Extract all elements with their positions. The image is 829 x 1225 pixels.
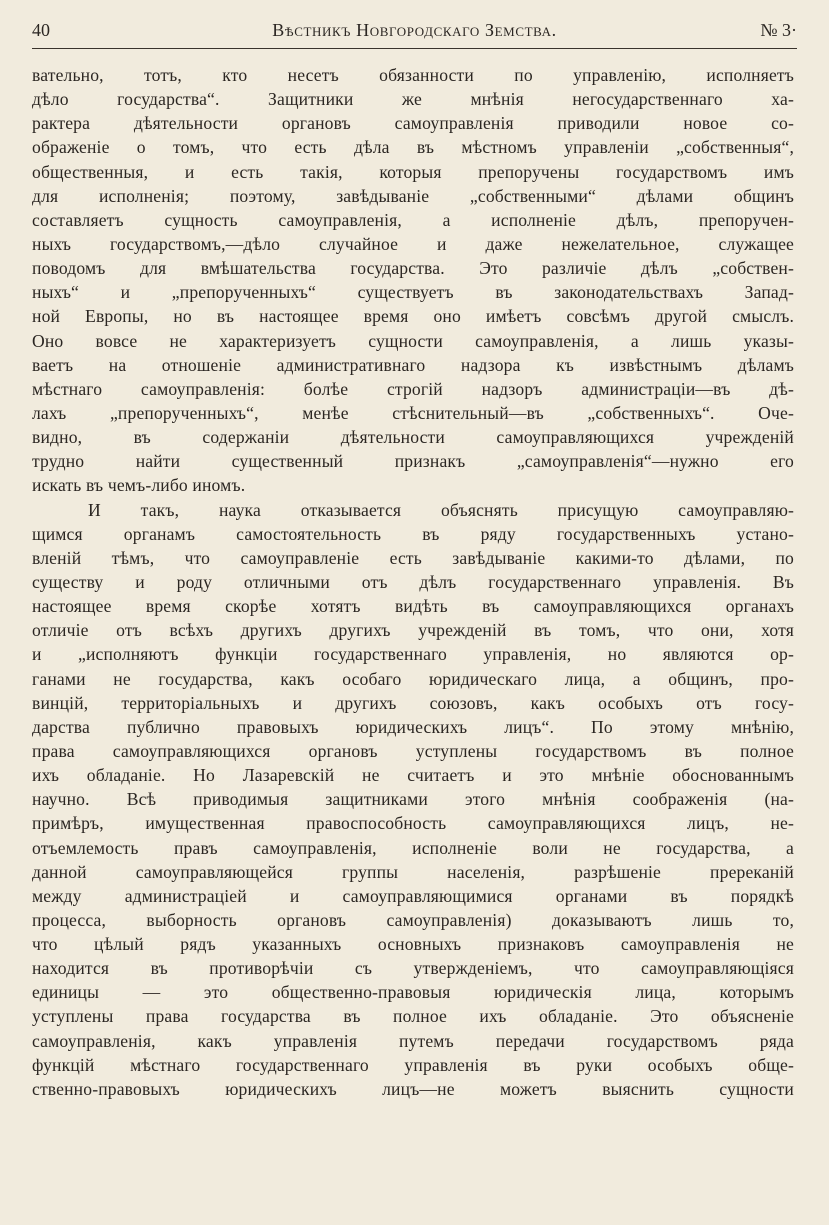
text-line: щимся органамъ самостоятельность въ ряду государственныхъ устано- [32, 523, 794, 544]
issue-number: № 3· [760, 20, 797, 40]
text-line: ображеніе о томъ, что есть дѣла въ мѣстномъ управленіи „собственныя“, [32, 137, 794, 158]
running-header [32, 18, 797, 49]
text-line: составляетъ сущность самоуправленія, а исполненіе дѣлъ, препоручен- [32, 209, 794, 230]
text-line: искать въ чемъ-либо иномъ. [32, 475, 246, 496]
text-line: дарства публично правовыхъ юридическихъ лицъ“. По этому мнѣнію, [32, 716, 794, 737]
paragraph [32, 63, 794, 498]
text-line: существу и роду отличными отъ дѣлъ государственнаго управленія. Въ [32, 571, 794, 592]
text-line: уступлены права государства въ полное ихъ обладаніе. Это объясненіе [32, 1006, 794, 1027]
journal-title: Вѣстникъ Новгородскаго Земства. [272, 20, 557, 40]
text-line: между администраціей и самоуправляющимися органами въ порядкѣ [32, 885, 794, 906]
text-line: единицы — это общественно-правовыя юридическія лица, которымъ [32, 982, 794, 1003]
text-line: что цѣлый рядъ указанныхъ основныхъ признаковъ самоуправленія не [32, 934, 794, 955]
text-line: ственно-правовыхъ юридическихъ лицъ—не можетъ выяснить сущности [32, 1078, 794, 1099]
text-line: и „исполняютъ функціи государственнаго управленія, но являются ор- [32, 644, 794, 665]
text-line: поводомъ для вмѣшательства государства. Это различіе дѣлъ „собствен- [32, 258, 794, 279]
text-line: общественныя, и есть такія, которыя препоручены государствомъ имъ [32, 161, 794, 182]
text-line: для исполненія; поэтому, завѣдываніе „собственными“ дѣлами общинъ [32, 185, 794, 206]
text-line: ихъ обладаніе. Но Лазаревскій не считаетъ и это мнѣніе обоснованнымъ [32, 765, 794, 786]
text-line: самоуправленія, какъ управленія путемъ передачи государствомъ ряда [32, 1030, 794, 1051]
text-line: лахъ „препорученныхъ“, менѣе стѣснительный—въ „собственныхъ“. Оче- [32, 402, 794, 423]
text-line: процесса, выборность органовъ самоуправленія) доказываютъ лишь то, [32, 909, 794, 930]
text-line: настоящее время скорѣе хотятъ видѣть въ самоуправляющихся органахъ [32, 596, 794, 617]
text-line: примѣръ, имущественная правоспособность самоуправляющихся лицъ, не- [32, 813, 794, 834]
text-line: отличіе отъ всѣхъ другихъ другихъ учрежденій въ томъ, что они, хотя [32, 620, 794, 641]
text-line: отъемлемость правъ самоуправленія, исполненіе воли не государства, а [32, 837, 794, 858]
text-line: данной самоуправляющейся группы населенія, разрѣшеніе пререканій [32, 861, 794, 882]
text-line: рактера дѣятельности органовъ самоуправленія приводили новое со- [32, 113, 794, 134]
text-line: ганами не государства, какъ особаго юридическаго лица, а общинъ, про- [32, 668, 794, 689]
text-line: ныхъ государствомъ,—дѣло случайное и даже нежелательное, служащее [32, 233, 794, 254]
text-line: дѣло государства“. Защитники же мнѣнія негосударственнаго ха- [32, 89, 794, 110]
paragraph [32, 498, 794, 1102]
text-line: видно, въ содержаніи дѣятельности самоуправляющихся учрежденій [32, 427, 794, 448]
text-line: ной Европы, но въ настоящее время оно имѣетъ совсѣмъ другой смыслъ. [32, 306, 794, 327]
page-number: 40 [32, 20, 50, 40]
text-line: функцій мѣстнаго государственнаго управленія въ руки особыхъ обще- [32, 1054, 794, 1075]
text-line: научно. Всѣ приводимыя защитниками этого мнѣнія соображенія (на- [32, 789, 794, 810]
text-line: И такъ, наука отказывается объяснять присущую самоуправляю- [88, 499, 794, 520]
text-line: ваетъ на отношеніе административнаго надзора къ извѣстнымъ дѣламъ [32, 354, 794, 375]
text-line: ныхъ“ и „препорученныхъ“ существуетъ въ законодательствахъ Запад- [32, 282, 794, 303]
article-body [32, 63, 794, 1101]
text-line: находится въ противорѣчіи съ утвержденіемъ, что самоуправляющіяся [32, 958, 794, 979]
text-line: трудно найти существенный признакъ „самоуправленія“—нужно его [32, 451, 794, 472]
text-line: вленій тѣмъ, что самоуправленіе есть завѣдываніе какими-то дѣлами, по [32, 547, 794, 568]
text-line: мѣстнаго самоуправленія: болѣе строгій надзоръ администраціи—въ дѣ- [32, 378, 794, 399]
text-line: Оно вовсе не характеризуетъ сущности самоуправленія, а лишь указы- [32, 330, 794, 351]
text-line: права самоуправляющихся органовъ уступлены государствомъ въ полное [32, 740, 794, 761]
text-line: вательно, тотъ, кто несетъ обязанности по управленію, исполняетъ [32, 65, 794, 85]
text-line: винцій, территоріальныхъ и другихъ союзовъ, какъ особыхъ отъ госу- [32, 692, 794, 713]
